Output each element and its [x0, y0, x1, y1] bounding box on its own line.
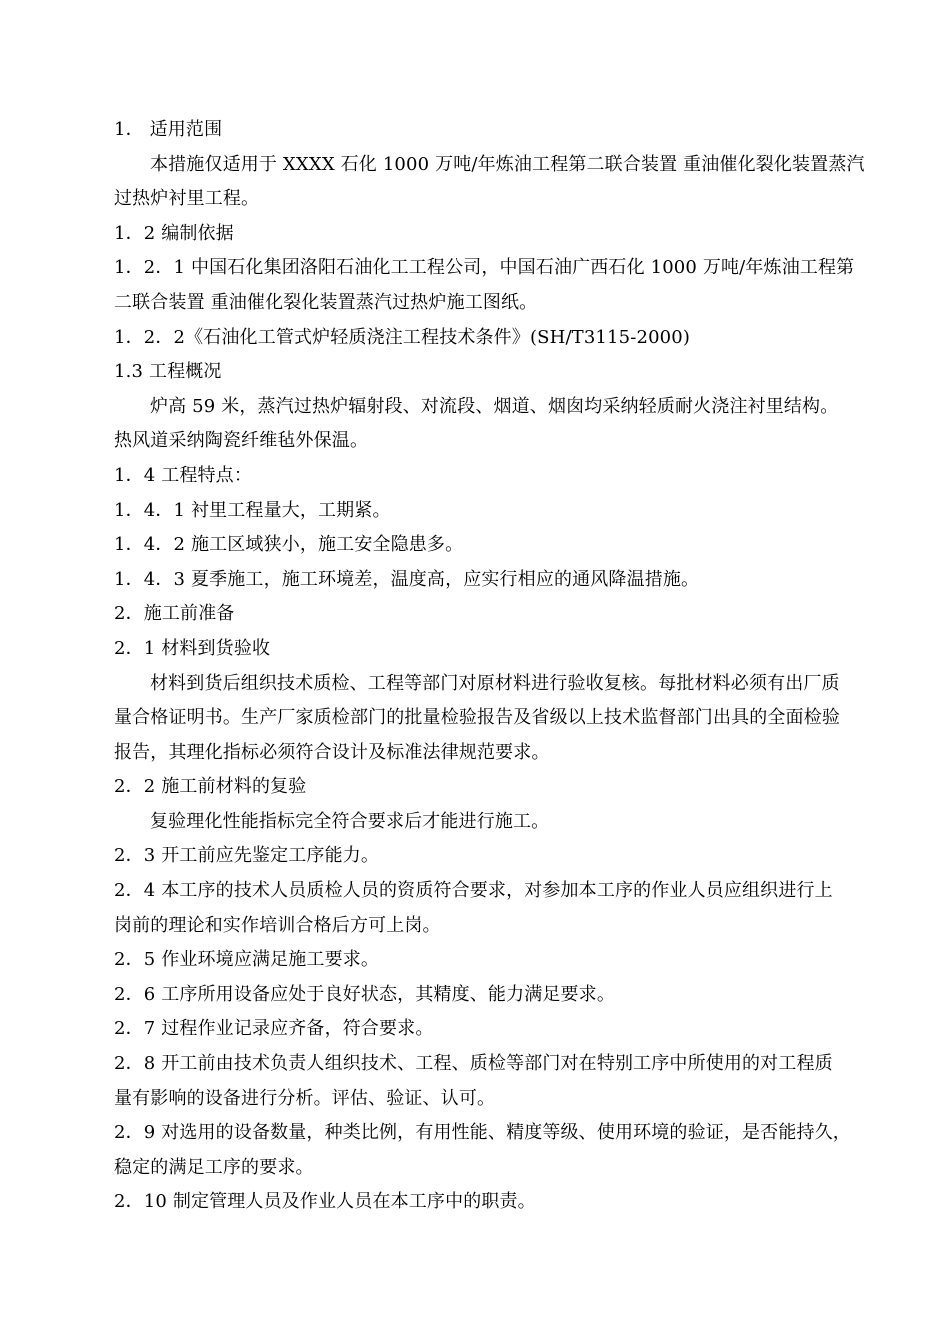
list-item: 1．4．3 夏季施工，施工环境差，温度高，应实行相应的通风降温措施。 [114, 568, 700, 590]
heading-material-recheck: 2．2 施工前材料的复验 [114, 776, 307, 798]
paragraph-line: 稳定的满足工序的要求。 [114, 1156, 314, 1178]
paragraph-line: 1．2．1 中国石化集团洛阳石油化工工程公司，中国石油广西石化 1000 万吨/年炼油工程第 [114, 257, 855, 279]
paragraph-line: 二联合装置 重油催化裂化装置蒸汽过热炉施工图纸。 [114, 291, 538, 313]
paragraph-line: 本措施仅适用于 XXXX 石化 1000 万吨/年炼油工程第二联合装置 重油催化裂化装置蒸汽 [150, 153, 865, 175]
paragraph-line: 复验理化性能指标完全符合要求后才能进行施工。 [150, 810, 550, 832]
heading-features: 1．4 工程特点： [114, 464, 252, 486]
list-item: 2．4 本工序的技术人员质检人员的资质符合要求，对参加本工序的作业人员应组织进行上 [114, 880, 833, 902]
paragraph-line: 量合格证明书。生产厂家质检部门的批量检验报告及省级以上技术监督部门出具的全面检验 [114, 707, 840, 729]
list-item: 2．5 作业环境应满足施工要求。 [114, 949, 380, 971]
paragraph-line: 1．2．2《石油化工管式炉轻质浇注工程技术条件》(SH/T3115-2000) [114, 326, 691, 348]
heading-overview: 1.3 工程概况 [114, 361, 222, 383]
list-item: 2．9 对选用的设备数量，种类比例，有用性能、精度等级、使用环境的验证，是否能持久， [114, 1122, 851, 1144]
list-item: 1．4．1 衬里工程量大，工期紧。 [114, 499, 391, 521]
list-item: 2．3 开工前应先鉴定工序能力。 [114, 845, 380, 867]
list-item: 2．6 工序所用设备应处于良好状态，其精度、能力满足要求。 [114, 983, 615, 1005]
paragraph-line: 热风道采纳陶瓷纤维毡外保温。 [114, 430, 369, 452]
paragraph-line: 炉高 59 米，蒸汽过热炉辐射段、对流段、烟道、烟囱均采纳轻质耐火浇注衬里结构。 [150, 395, 839, 417]
paragraph-line: 报告，其理化指标必须符合设计及标准法律规范要求。 [114, 741, 550, 763]
heading-scope: 1． 适用范围 [114, 119, 223, 140]
paragraph-line: 量有影响的设备进行分析。评估、验证、认可。 [114, 1087, 496, 1109]
document-body [114, 113, 894, 1220]
heading-preparation: 2．施工前准备 [114, 603, 235, 625]
list-item: 2．7 过程作业记录应齐备，符合要求。 [114, 1018, 434, 1040]
paragraph-line: 岗前的理论和实作培训合格后方可上岗。 [114, 914, 441, 936]
heading-material-acceptance: 2．1 材料到货验收 [114, 637, 271, 659]
list-item: 1．4．2 施工区域狭小，施工安全隐患多。 [114, 534, 464, 556]
heading-basis: 1．2 编制依据 [114, 222, 234, 244]
paragraph-line: 过热炉衬里工程。 [114, 188, 260, 210]
list-item: 2．8 开工前由技术负责人组织技术、工程、质检等部门对在特别工序中所使用的对工程质 [114, 1053, 833, 1075]
paragraph-line: 材料到货后组织技术质检、工程等部门对原材料进行验收复核。每批材料必须有出厂质 [150, 672, 840, 694]
list-item: 2．10 制定管理人员及作业人员在本工序中的职责。 [114, 1191, 536, 1213]
